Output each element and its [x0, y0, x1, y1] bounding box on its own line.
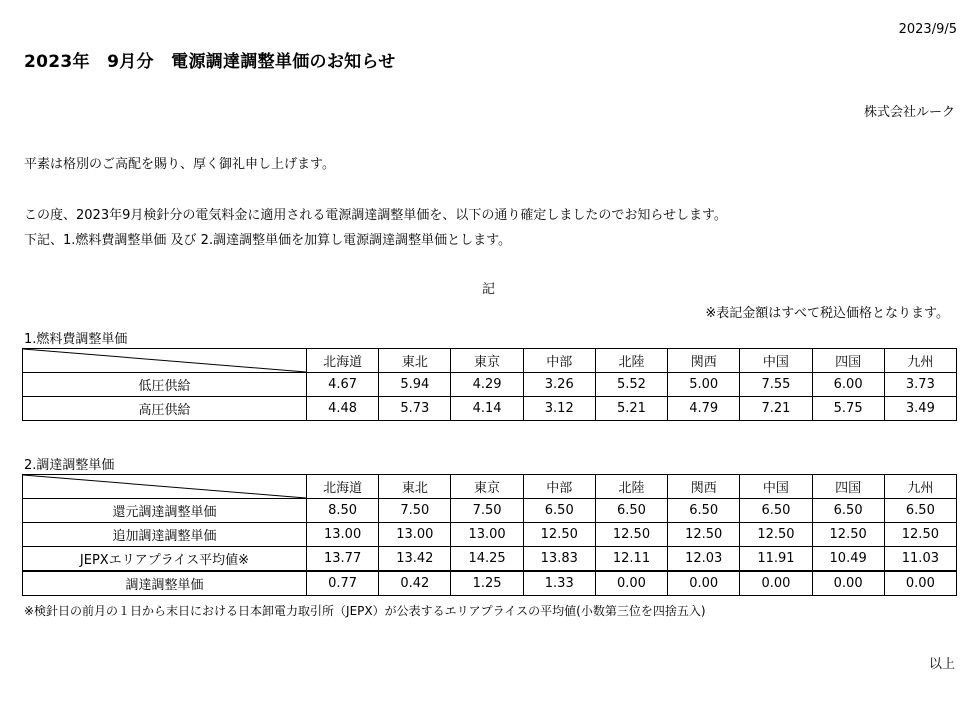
value-cell: 12.50	[668, 523, 740, 547]
value-cell: 5.00	[668, 373, 740, 397]
value-cell: 6.50	[884, 499, 956, 523]
table-row	[23, 499, 957, 523]
value-cell: 7.21	[740, 397, 812, 421]
value-cell: 7.50	[451, 499, 523, 523]
value-cell: 1.25	[451, 571, 523, 596]
region-header: 九州	[884, 475, 956, 499]
table-header-row	[23, 349, 957, 373]
value-cell: 13.00	[451, 523, 523, 547]
table-row	[23, 547, 957, 572]
value-cell: 0.00	[884, 571, 956, 596]
region-header: 東北	[379, 475, 451, 499]
value-cell: 0.00	[740, 571, 812, 596]
value-cell: 3.49	[884, 397, 956, 421]
region-header: 北陸	[595, 475, 667, 499]
value-cell: 12.11	[595, 547, 667, 572]
region-header: 九州	[884, 349, 956, 373]
value-cell: 8.50	[307, 499, 379, 523]
row-label: 追加調達調整単価	[23, 523, 307, 547]
region-header: 関西	[668, 475, 740, 499]
section2-heading: 2.調達調整単価	[24, 458, 115, 473]
value-cell: 4.14	[451, 397, 523, 421]
value-cell: 12.50	[595, 523, 667, 547]
header-corner-cell	[23, 475, 307, 499]
value-cell: 4.48	[307, 397, 379, 421]
row-label: 調達調整単価	[23, 571, 307, 596]
value-cell: 11.03	[884, 547, 956, 572]
value-cell: 12.50	[523, 523, 595, 547]
ki-heading: 記	[482, 282, 496, 297]
closing-text: 以上	[928, 657, 955, 672]
region-header: 北海道	[307, 349, 379, 373]
company-name: 株式会社ルーク	[863, 105, 955, 120]
value-cell: 13.00	[379, 523, 451, 547]
value-cell: 0.00	[595, 571, 667, 596]
value-cell: 12.50	[812, 523, 884, 547]
value-cell: 13.42	[379, 547, 451, 572]
value-cell: 5.73	[379, 397, 451, 421]
row-label: 還元調達調整単価	[23, 499, 307, 523]
value-cell: 1.33	[523, 571, 595, 596]
value-cell: 14.25	[451, 547, 523, 572]
tax-note: ※表記金額はすべて税込価格となります。	[705, 306, 949, 321]
value-cell: 13.83	[523, 547, 595, 572]
header-corner-cell	[23, 349, 307, 373]
region-header: 北海道	[307, 475, 379, 499]
value-cell: 12.50	[740, 523, 812, 547]
value-cell: 7.55	[740, 373, 812, 397]
fuel-adjustment-table	[22, 348, 957, 421]
value-cell: 6.50	[523, 499, 595, 523]
value-cell: 12.03	[668, 547, 740, 572]
value-cell: 0.00	[812, 571, 884, 596]
value-cell: 3.12	[523, 397, 595, 421]
region-header: 中部	[523, 475, 595, 499]
row-label: JEPXエリアプライス平均値※	[23, 547, 307, 572]
region-header: 四国	[812, 475, 884, 499]
region-header: 中国	[740, 349, 812, 373]
document-date: 2023/9/5	[898, 22, 957, 37]
table-header-row	[23, 475, 957, 499]
body-text-line-2: 下記、1.燃料費調整単価 及び 2.調達調整単価を加算し電源調達調整単価とします。	[24, 233, 512, 248]
value-cell: 3.26	[523, 373, 595, 397]
total-row	[23, 571, 957, 596]
value-cell: 4.29	[451, 373, 523, 397]
value-cell: 6.50	[668, 499, 740, 523]
value-cell: 0.42	[379, 571, 451, 596]
value-cell: 6.00	[812, 373, 884, 397]
region-header: 中部	[523, 349, 595, 373]
region-header: 東北	[379, 349, 451, 373]
region-header: 東京	[451, 349, 523, 373]
region-header: 東京	[451, 475, 523, 499]
value-cell: 12.50	[884, 523, 956, 547]
value-cell: 6.50	[740, 499, 812, 523]
value-cell: 5.21	[595, 397, 667, 421]
body-text-line-1: この度、2023年9月検針分の電気料金に適用される電源調達調整単価を、以下の通り確定しましたのでお知らせします。	[24, 208, 727, 223]
region-header: 関西	[668, 349, 740, 373]
value-cell: 6.50	[595, 499, 667, 523]
value-cell: 4.79	[668, 397, 740, 421]
value-cell: 6.50	[812, 499, 884, 523]
procurement-adjustment-table	[22, 474, 957, 596]
value-cell: 0.77	[307, 571, 379, 596]
greeting-text: 平素は格別のご高配を賜り、厚く御礼申し上げます。	[24, 157, 335, 172]
row-label: 低圧供給	[23, 373, 307, 397]
value-cell: 7.50	[379, 499, 451, 523]
row-label: 高圧供給	[23, 397, 307, 421]
value-cell: 13.77	[307, 547, 379, 572]
value-cell: 0.00	[668, 571, 740, 596]
table-row	[23, 523, 957, 547]
region-header: 四国	[812, 349, 884, 373]
value-cell: 5.52	[595, 373, 667, 397]
region-header: 北陸	[595, 349, 667, 373]
value-cell: 10.49	[812, 547, 884, 572]
page-title: 2023年 9月分 電源調達調整単価のお知らせ	[24, 52, 396, 72]
table-row	[23, 397, 957, 421]
value-cell: 5.75	[812, 397, 884, 421]
section1-heading: 1.燃料費調整単価	[24, 332, 128, 347]
value-cell: 4.67	[307, 373, 379, 397]
region-header: 中国	[740, 475, 812, 499]
value-cell: 11.91	[740, 547, 812, 572]
value-cell: 3.73	[884, 373, 956, 397]
value-cell: 5.94	[379, 373, 451, 397]
footnote: ※検針日の前月の１日から末日における日本卸電力取引所（JEPX）が公表するエリアプライスの平均値(小数第三位を四捨五入)	[24, 604, 706, 618]
value-cell: 13.00	[307, 523, 379, 547]
table-row	[23, 373, 957, 397]
